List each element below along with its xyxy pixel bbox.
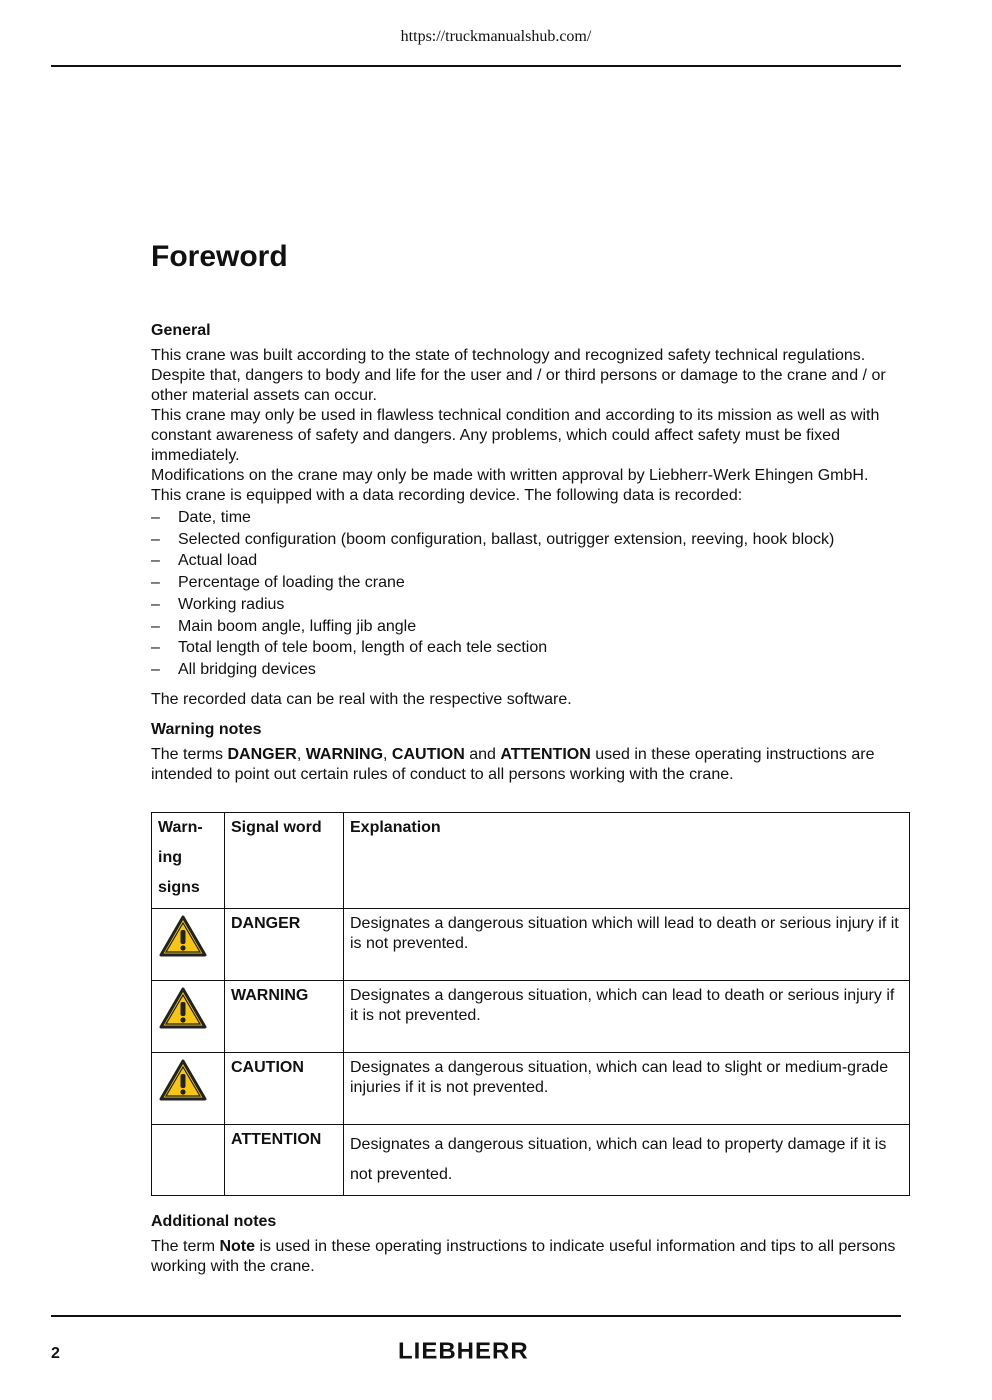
- header-text: signs: [158, 879, 200, 896]
- list-item: [151, 551, 911, 571]
- list-item-text: Actual load: [178, 552, 258, 570]
- list-item: [151, 530, 911, 550]
- dash-marker: –: [151, 617, 160, 635]
- additional-notes-section: [151, 1212, 911, 1277]
- dash-marker: –: [151, 530, 160, 548]
- signal-word: CAUTION: [225, 1053, 344, 1125]
- explanation: Designates a dangerous situation, which can lead to slight or medium-grade injuries if it is not prevented.: [344, 1053, 910, 1125]
- general-heading: General: [151, 322, 211, 339]
- explanation: Designates a dangerous situation, which can lead to property damage if it is not prevented.: [344, 1125, 910, 1196]
- header-rule: [51, 65, 901, 67]
- list-item: [151, 573, 911, 593]
- text-run: ,: [383, 746, 392, 763]
- text-run: The term: [151, 1238, 220, 1255]
- term-warning: WARNING: [305, 746, 384, 763]
- table-row: [152, 981, 910, 1053]
- dash-marker: –: [151, 661, 160, 678]
- list-item: [151, 595, 911, 615]
- header-text: ing: [158, 849, 182, 866]
- term-note: Note: [219, 1238, 256, 1255]
- dash-marker: –: [151, 595, 160, 613]
- recorded-data-list: [151, 508, 911, 680]
- additional-notes-heading: Additional notes: [151, 1213, 277, 1230]
- dash-marker: –: [151, 574, 160, 591]
- dash-marker: –: [151, 508, 160, 526]
- list-item: [151, 617, 911, 637]
- signal-word: DANGER: [225, 909, 344, 981]
- text-run: is used in these operating instructions to indicate useful information and tips to all persons working with the crane.: [151, 1238, 896, 1275]
- table-header-row: [152, 813, 910, 909]
- list-item: [151, 508, 911, 528]
- icon-cell: [152, 1053, 225, 1125]
- general-paragraph: This crane may only be used in flawless technical condition and according to its mission as well as with constant awareness of safety and dangers. Any problems, which could affect safety must be fixed immediately.: [151, 407, 880, 464]
- list-item: [151, 660, 911, 680]
- page-title: Foreword: [151, 240, 288, 273]
- list-item: [151, 638, 911, 658]
- text-run: and: [464, 746, 501, 763]
- header-warning-signs: [152, 813, 225, 909]
- liebherr-logo: LIEBHERR: [398, 1338, 529, 1365]
- table-row: [152, 1053, 910, 1125]
- general-paragraphs: [151, 346, 911, 506]
- signal-word: ATTENTION: [225, 1125, 344, 1196]
- icon-cell: [152, 909, 225, 981]
- header-signal-word: Signal word: [225, 813, 344, 909]
- page-number: 2: [51, 1345, 60, 1362]
- warning-triangle-icon: [158, 1058, 208, 1102]
- header-url: https://truckmanualshub.com/: [400, 28, 592, 45]
- table-row: [152, 1125, 910, 1196]
- warning-notes-text: [151, 745, 911, 785]
- warning-triangle-icon: [158, 986, 208, 1030]
- general-paragraph: This crane was built according to the state of technology and recognized safety technical regulations. Despite that, dangers to body and life for the user and / or third persons or damage to the crane and / or other material assets can occur.: [151, 347, 886, 404]
- list-item-text: All bridging devices: [178, 661, 316, 678]
- text-run: The terms: [151, 746, 228, 763]
- table-row: [152, 909, 910, 981]
- header-text: Warn-: [158, 819, 203, 836]
- list-item-text: Date, time: [178, 508, 251, 526]
- explanation: Designates a dangerous situation which will lead to death or serious injury if it is not prevented.: [344, 909, 910, 981]
- header-explanation: Explanation: [344, 813, 910, 909]
- general-paragraph: This crane is equipped with a data recording device. The following data is recorded:: [151, 487, 743, 504]
- recorded-note: The recorded data can be real with the respective software.: [151, 691, 572, 708]
- general-paragraph: Modifications on the crane may only be made with written approval by Liebherr-Werk Ehingen GmbH.: [151, 467, 869, 484]
- warning-notes-heading: Warning notes: [151, 721, 262, 738]
- term-attention: ATTENTION: [500, 746, 591, 763]
- term-danger: DANGER: [227, 746, 297, 763]
- explanation: Designates a dangerous situation, which can lead to death or serious injury if it is not prevented.: [344, 981, 910, 1053]
- dash-marker: –: [151, 639, 160, 657]
- dash-marker: –: [151, 552, 160, 570]
- text-run: ,: [296, 746, 306, 763]
- icon-cell: [152, 981, 225, 1053]
- additional-notes-text: [151, 1237, 911, 1277]
- list-item-text: Total length of tele boom, length of each tele section: [178, 639, 548, 657]
- warning-triangle-icon: [158, 914, 208, 958]
- list-item-text: Selected configuration (boom configuration, ballast, outrigger extension, reeving, hook block): [178, 530, 835, 548]
- list-item-text: Percentage of loading the crane: [178, 574, 405, 591]
- footer-rule: [51, 1315, 901, 1317]
- text-run: used in these operating instructions are intended to point out certain rules of conduct to all persons working with the crane.: [151, 746, 875, 783]
- list-item-text: Working radius: [178, 595, 285, 613]
- list-item-text: Main boom angle, luffing jib angle: [178, 617, 417, 635]
- icon-cell-empty: [152, 1125, 225, 1196]
- signal-word: WARNING: [225, 981, 344, 1053]
- term-caution: CAUTION: [391, 746, 465, 763]
- main-content: [151, 238, 911, 785]
- signal-words-table: [151, 812, 910, 1196]
